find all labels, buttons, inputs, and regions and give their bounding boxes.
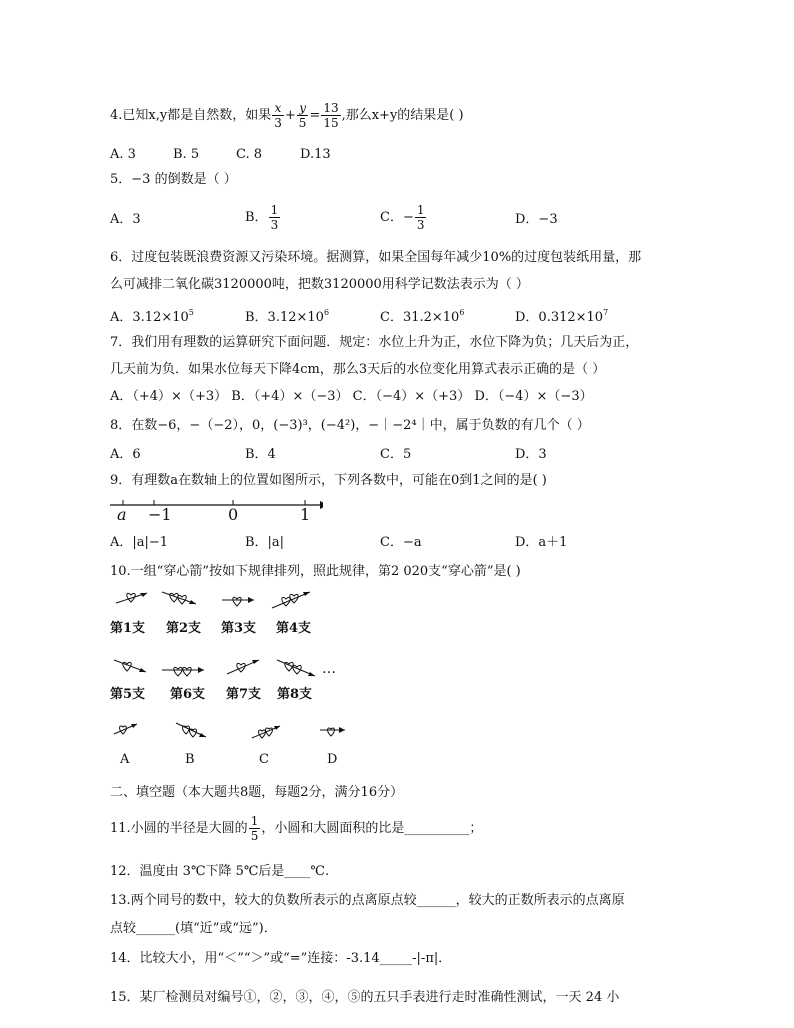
heart-arrow-3: [220, 590, 258, 610]
q9-option-d: D．a＋1: [515, 535, 568, 550]
fraction-1-over-5: $\frac{1}{5}$: [250, 814, 259, 843]
arrow-ellipsis: …: [322, 661, 336, 677]
q14-text: 14．比较大小，用“＜”“＞”或“=”连接：-3.14_____-|-π|．: [110, 951, 452, 966]
q7-options: A．（+4）×（+3） B．（+4）×（−3） C．（−4）×（+3） D．（−4）×（−3）: [110, 389, 593, 404]
choice-label-c: C: [259, 752, 269, 767]
q4-line: 4.已知x,y都是自然数，如果 $\frac{x}{3}$ + $\frac{y}{5}$ = $\frac{13}{15}$ ,那么x+y的结果是( ): [110, 101, 464, 130]
q8-option-d: D．3: [515, 447, 547, 462]
arrow-label-6: 第6支: [170, 687, 206, 702]
q13-line1: 13.两个同号的数中，较大的负数所表示的点离原点较______，较大的正数所表示的点离原: [110, 893, 625, 908]
q9-option-c: C．−a: [380, 535, 422, 550]
arrow-label-5: 第5支: [110, 687, 146, 702]
arrow-label-8: 第8支: [277, 687, 313, 702]
q4-option-a: A. 3: [110, 147, 136, 162]
q6-option-a: A．$3.12\times 10^5$: [110, 308, 194, 325]
number-line-label-a: a: [117, 505, 127, 524]
q8-option-c: C．5: [380, 447, 412, 462]
choice-label-b: B: [185, 752, 195, 767]
arrow-label-3: 第3支: [221, 621, 257, 636]
q12-text: 12．温度由 3℃下降 5℃后是____℃.: [110, 864, 330, 879]
q6-option-d: D．$0.312\times 10^7$: [515, 308, 609, 325]
number-line-label-zero: 0: [228, 505, 239, 524]
q7-line2: 几天前为负．如果水位每天下降4cm，那么3天后的水位变化用算式表示正确的是（ ）: [110, 362, 606, 377]
fraction-13-over-15: $\frac{13}{15}$: [323, 101, 339, 130]
heart-arrow-8: [275, 656, 319, 680]
q5-text: 5．−3 的倒数是（ ）: [110, 172, 237, 187]
heart-arrow-7: [225, 656, 263, 678]
q8-option-a: A．6: [110, 447, 141, 462]
section-2-heading: 二、填空题（本大题共8题，每题2分，满分16分）: [110, 785, 404, 800]
number-line-label-minus1: −1: [148, 505, 172, 524]
fraction-y-over-5: $\frac{y}{5}$: [298, 101, 307, 130]
choice-arrow-b: [174, 720, 210, 742]
q10-text: 10.一组“穿心箭”按如下规律排列，照此规律，第2 020支“穿心箭”是( ): [110, 564, 521, 579]
choice-arrow-a: [112, 720, 140, 738]
heart-arrow-1: [114, 588, 152, 610]
q8-option-b: B．4: [245, 447, 276, 462]
q6-option-c: C．$31.2\times 10^6$: [380, 308, 465, 325]
q8-text: 8．在数−6，−（−2），0，(−3)³，(−4²)，−｜−2⁴｜中，属于负数的有几个（ ）: [110, 418, 590, 433]
choice-label-a: A: [120, 752, 130, 767]
fraction-x-over-3: $\frac{x}{3}$: [274, 101, 282, 130]
q13-line2: 点较______(填“近”或“远”)．: [110, 921, 277, 936]
heart-arrow-6: [160, 660, 208, 680]
arrow-label-1: 第1支: [110, 621, 146, 636]
q5-option-a: A．3: [110, 212, 141, 227]
q5-option-b: B． $\frac{1}{3}$: [245, 203, 279, 232]
q7-line1: 7．我们用有理数的运算研究下面问题．规定：水位上升为正，水位下降为负；几天后为正，: [110, 335, 639, 350]
choice-label-d: D: [327, 752, 338, 767]
arrow-label-4: 第4支: [276, 621, 312, 636]
q4-option-d: D.13: [300, 147, 331, 162]
q15-text: 15．某厂检测员对编号①，②，③，④，⑤的五只手表进行走时准确性测试，一天 24 小: [110, 990, 620, 1005]
q6-line1: 6．过度包装既浪费资源又污染环境。据测算，如果全国每年减少10%的过度包装纸用量，那: [110, 250, 642, 265]
arrow-label-7: 第7支: [226, 687, 262, 702]
heart-arrow-5: [112, 656, 150, 678]
q9-option-a: A．|a|−1: [110, 535, 169, 550]
q4-option-b: B. 5: [173, 147, 200, 162]
q6-option-b: B．$3.12\times 10^6$: [245, 308, 330, 325]
q11-line: 11.小圆的半径是大圆的 $\frac{1}{5}$ ，小圆和大圆面积的比是__________；: [110, 814, 483, 843]
choice-arrow-d: [318, 722, 348, 738]
number-line: [108, 496, 323, 526]
choice-arrow-c: [250, 722, 284, 742]
q5-option-c: C．− $\frac{1}{3}$: [380, 203, 425, 232]
q5-option-d: D．−3: [515, 212, 558, 227]
q9-option-b: B．|a|: [245, 535, 285, 550]
q4-option-c: C. 8: [236, 147, 263, 162]
q6-line2: 么可减排二氧化碳3120000吨，把数3120000用科学记数法表示为（ ）: [110, 277, 529, 292]
heart-arrow-2: [160, 588, 200, 610]
number-line-label-one: 1: [300, 505, 311, 524]
q9-text: 9．有理数a在数轴上的位置如图所示，下列各数中，可能在0到1之间的是( ): [110, 473, 547, 488]
heart-arrow-4: [270, 588, 314, 612]
arrow-label-2: 第2支: [166, 621, 202, 636]
